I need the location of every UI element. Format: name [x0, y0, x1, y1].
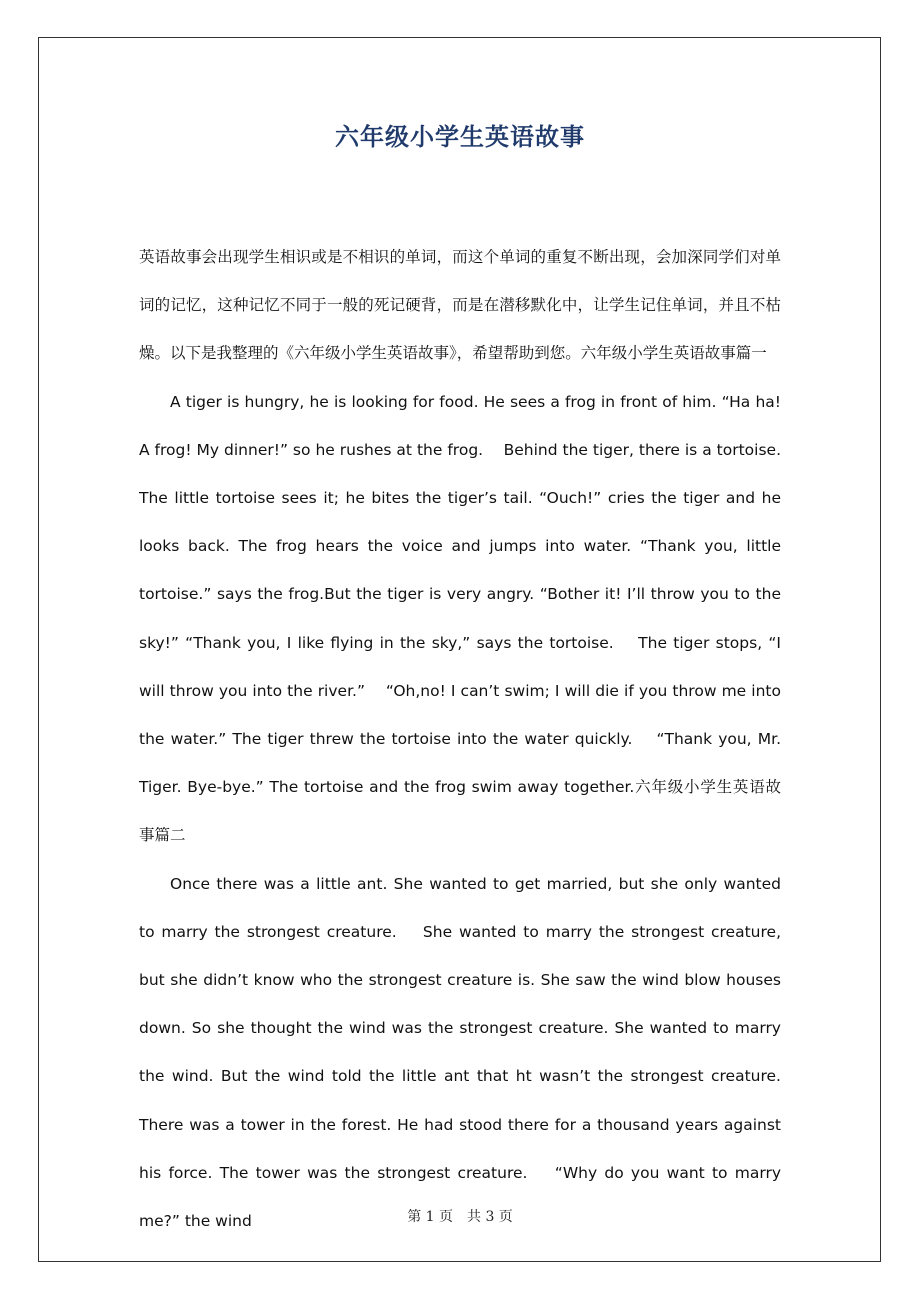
- page-number-footer: 第 1 页 共 3 页: [407, 1209, 513, 1225]
- story-two-paragraph: Once there was a little ant. She wanted to get married, but she only wanted to marry the strongest creature. She wanted to marry the strongest creature, but she didn’t know who the strongest creature is. She saw the wind blow houses down. So she thought the wind was the strongest creature. She wanted to marry the wind. But the wind told the little ant that ht wasn’t the strongest creature. There was a tower in the forest. He had stood there for a thousand years against his force. The tower was the strongest creature. “Why do you want to marry me?” the wind: [139, 874, 781, 1231]
- document-title: 六年级小学生英语故事: [335, 123, 585, 151]
- intro-paragraph: 英语故事会出现学生相识或是不相识的单词，而这个单词的重复不断出现，会加深同学们对单词的记忆，这种记忆不同于一般的死记硬背，而是在潜移默化中，让学生记住单词，并且不枯燥。以下是我整理的《六年级小学生英语故事》，希望帮助到您。六年级小学生英语故事篇一: [139, 248, 781, 363]
- story-one-paragraph: A tiger is hungry, he is looking for food. He sees a frog in front of him. “Ha ha! A frog! My dinner!” so he rushes at the frog. Behind the tiger, there is a tortoise. The little tortoise sees it; he bites the tiger’s tail. “Ouch!” cries the tiger and he looks back. The frog hears the voice and jumps into water. “Thank you, little tortoise.” says the frog.But the tiger is very angry. “Bother it! I’ll throw you to the sky!” “Thank you, I like flying in the sky,” says the tortoise. The tiger stops, “I will throw you into the river.” “Oh,no! I can’t swim; I will die if you throw me into the water.” The tiger threw the tortoise into the water quickly. “Thank you, Mr. Tiger. Bye-bye.” The tortoise and the frog swim away together.六年级小学生英语故事篇二: [139, 392, 781, 845]
- document-body: [139, 233, 781, 1245]
